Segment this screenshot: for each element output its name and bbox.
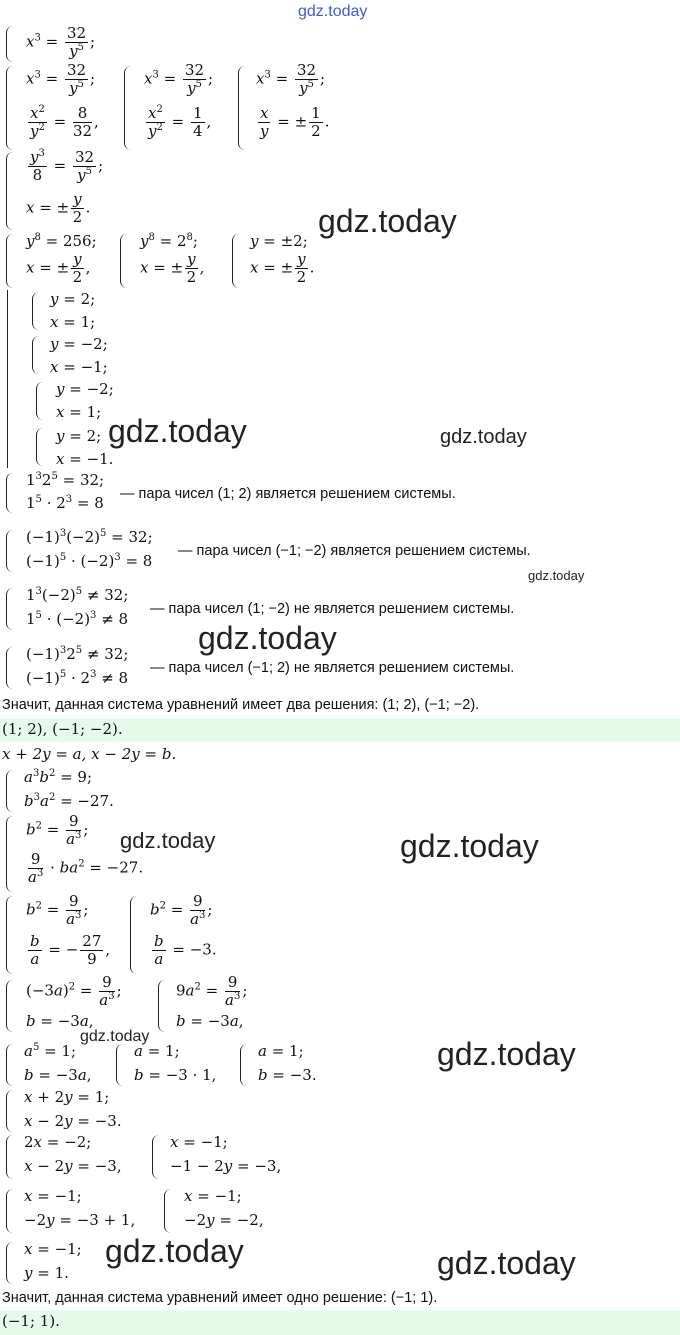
brace [152, 1135, 159, 1179]
answer-band [0, 1310, 680, 1335]
equation: $x^3$ = $\frac{32}{y^5}$ ; [26, 24, 96, 60]
equation: $\frac{b}{a}$ = −3. [154, 932, 217, 968]
equation: x = 1; [56, 403, 102, 421]
equation: $b^2$ = $\frac{9}{a^3}$ ; [150, 892, 213, 928]
equation: $1^5 \cdot (-2)^3 \ne 8$ [26, 610, 129, 628]
brace [130, 896, 137, 974]
equation: $\frac{x^2}{y^2}$ = $\frac{1}{4}$ , [147, 104, 212, 140]
equation: $1^3(-2)^5 \ne 32$; [26, 586, 129, 604]
equation: b = −3 · 1, [134, 1066, 217, 1084]
equation: $b^2$ = $\frac{9}{a^3}$ ; [26, 812, 89, 848]
watermark: gdz.today [105, 1233, 244, 1269]
brace [6, 816, 13, 892]
equation: y = −2; [50, 335, 108, 353]
equation: b = −3a, [26, 1012, 94, 1030]
equation: x = ± $\frac{y}{2}$ . [26, 190, 91, 226]
brace [164, 1189, 171, 1233]
equation: b = −3a, [24, 1066, 92, 1084]
equation: −1 − 2y = −3, [170, 1157, 282, 1175]
equation: $a^3b^2 = 9$; [24, 768, 93, 786]
conclusion-text: Значит, данная система уравнений имеет одно решение: (−1; 1). [2, 1290, 438, 1306]
equation: x − 2y = −3, [24, 1157, 122, 1175]
equation: x = 1; [50, 313, 96, 331]
equation: $9a^2$ = $\frac{9}{a^3}$ ; [176, 973, 248, 1009]
watermark: gdz.today [437, 1036, 576, 1072]
union-bracket [7, 290, 12, 468]
equation: x = −1; [170, 1133, 228, 1151]
brace [6, 152, 13, 230]
equation: $x^3$ = $\frac{32}{y^5}$ ; [144, 61, 214, 97]
watermark: gdz.today [400, 828, 539, 864]
equation: y = 2; [56, 427, 102, 445]
equation: x = −1; [24, 1240, 82, 1258]
equation: $(-3a)^2$ = $\frac{9}{a^3}$ ; [26, 973, 122, 1009]
equation: b = −3. [258, 1066, 317, 1084]
equation: $\frac{y^3}{8}$ = $\frac{32}{y^5}$ ; [30, 148, 104, 184]
check-text: — пара чисел (1; −2) не является решением системы. [150, 601, 515, 617]
watermark: gdz.today [528, 568, 585, 583]
brace [6, 1189, 13, 1233]
equation: x = −1. [56, 450, 114, 468]
equation: y = 2; [50, 290, 96, 308]
equation: $x^3$ = $\frac{32}{y^5}$ ; [26, 61, 96, 97]
equation: y = −2; [56, 380, 114, 398]
brace [6, 896, 13, 974]
check-text: — пара чисел (−1; −2) является решением системы. [178, 543, 531, 559]
watermark: gdz.today [120, 828, 216, 853]
equation: x = ± $\frac{y}{2}$ , [140, 250, 205, 286]
watermark: gdz.today [318, 203, 457, 239]
substitution: x + 2y = a, x − 2y = b. [2, 745, 177, 763]
watermark: gdz.today [80, 1028, 150, 1045]
equation: $\frac{x^2}{y^2}$ = $\frac{8}{32}$ , [29, 104, 99, 140]
equation: x = −1; [50, 358, 108, 376]
watermark: gdz.today [198, 620, 337, 656]
brace [6, 26, 13, 62]
brace [36, 428, 43, 466]
brace [32, 336, 39, 374]
answer: (1; 2), (−1; −2). [2, 720, 123, 738]
equation: y = ±2; [250, 232, 308, 250]
equation: $\frac{x}{y}$ = ± $\frac{1}{2}$ . [259, 104, 330, 140]
equation: $(-1)^5 \cdot 2^3 \ne 8$ [26, 669, 129, 687]
brace [240, 1044, 247, 1086]
brace [6, 66, 13, 150]
brace [116, 1044, 123, 1086]
brace [232, 234, 239, 288]
brace [36, 382, 43, 420]
equation: 2x = −2; [24, 1133, 92, 1151]
brace [6, 1135, 13, 1179]
equation: $(-1)^3(-2)^5 = 32$; [26, 528, 153, 546]
equation: b = −3a, [176, 1012, 244, 1030]
watermark-top: gdz.today [298, 3, 368, 20]
equation: x = −1; [184, 1187, 242, 1205]
brace [6, 980, 13, 1032]
equation: $x^3$ = $\frac{32}{y^5}$ ; [256, 61, 326, 97]
brace [6, 1044, 13, 1086]
brace [6, 588, 13, 630]
equation: $y^8 = 2^8$; [140, 232, 198, 250]
brace [6, 770, 13, 812]
equation: x − 2y = −3. [24, 1112, 122, 1130]
equation: a = 1; [134, 1042, 180, 1060]
equation: $\frac{b}{a}$ = − $\frac{27}{9}$ , [30, 932, 111, 968]
brace [158, 980, 165, 1032]
equation: x + 2y = 1; [24, 1088, 110, 1106]
equation: x = −1; [24, 1187, 82, 1205]
equation: y = 1. [24, 1264, 69, 1282]
equation: $(-1)^5 \cdot (-2)^3 = 8$ [26, 552, 153, 570]
equation: x = ± $\frac{y}{2}$ . [250, 250, 315, 286]
brace [6, 473, 13, 513]
equation: −2y = −2, [184, 1211, 264, 1229]
equation: $b^2$ = $\frac{9}{a^3}$ ; [26, 892, 89, 928]
brace [238, 66, 245, 150]
brace [6, 530, 13, 572]
brace [6, 1090, 13, 1132]
brace [120, 234, 127, 288]
equation: −2y = −3 + 1, [24, 1211, 136, 1229]
check-text: — пара чисел (−1; 2) не является решением системы. [150, 660, 515, 676]
watermark: gdz.today [108, 413, 247, 449]
equation: $1^5 \cdot 2^3 = 8$ [26, 494, 104, 512]
brace [32, 292, 39, 330]
conclusion-text: Значит, данная система уравнений имеет два решения: (1; 2), (−1; −2). [2, 697, 480, 713]
equation: x = ± $\frac{y}{2}$ , [26, 250, 91, 286]
brace [6, 1242, 13, 1284]
equation: $\frac{9}{a^3}$ · $ba^2 = -27$. [28, 850, 144, 886]
equation: $b^3a^2 = -27$. [24, 792, 114, 810]
answer: (−1; 1). [2, 1312, 60, 1330]
equation: $(-1)^32^5 \ne 32$; [26, 645, 129, 663]
watermark: gdz.today [440, 426, 527, 448]
brace [124, 66, 131, 150]
equation: a = 1; [258, 1042, 304, 1060]
watermark: gdz.today [437, 1245, 576, 1281]
brace [6, 647, 13, 689]
equation: $1^32^5 = 32$; [26, 471, 105, 489]
equation: $a^5 = 1$; [24, 1042, 77, 1060]
check-text: — пара чисел (1; 2) является решением системы. [120, 486, 456, 502]
equation: $y^8 = 256$; [26, 232, 97, 250]
brace [6, 234, 13, 288]
